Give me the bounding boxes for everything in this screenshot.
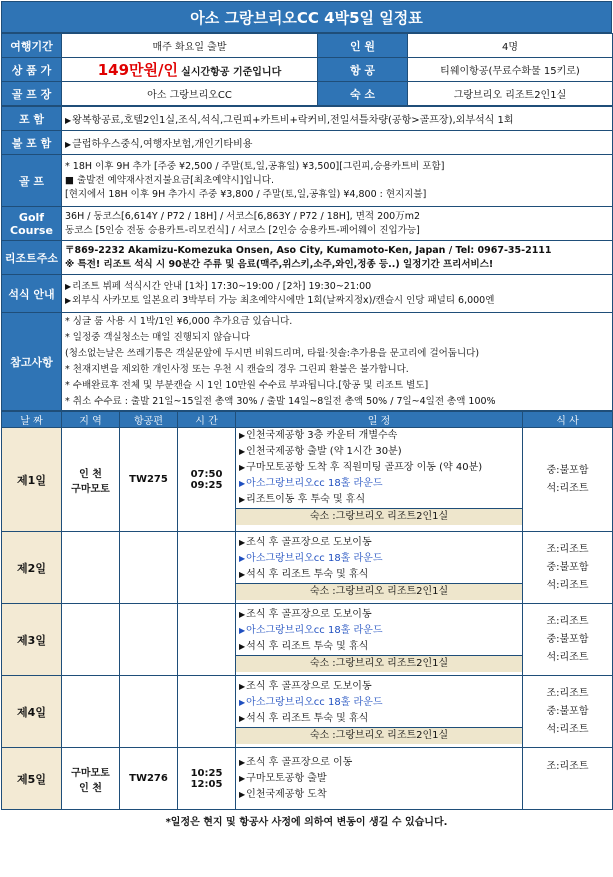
region <box>62 604 120 676</box>
exclude-value: ▶ 클럽하우스중식,여행자보험,개인기타비용 <box>62 131 613 155</box>
flight <box>120 604 178 676</box>
flight: TW276 <box>120 748 178 810</box>
note-line: * 취소 수수료 : 출발 21일~15일전 총액 30% / 출발 14일~8일전 총액 50% / 7일~4일전 총액 100% <box>65 395 496 407</box>
price: 149만원/인 <box>97 61 178 79</box>
day-label: 제1일 <box>2 428 62 532</box>
plan-line-round: ▶ 아소그랑브리오cc 18홀 라운드 <box>236 476 522 492</box>
page-title: 아소 그랑브리오CC 4박5일 일정표 <box>1 1 612 33</box>
accommodation: 숙소 :그랑브리오 리조트2인1실 <box>236 508 522 525</box>
detail-table <box>1 106 613 411</box>
plan-line: ▶ 석식 후 리조트 투숙 및 휴식 <box>236 639 522 655</box>
golf-info <box>62 155 613 207</box>
header-plan: 일 정 <box>236 412 523 428</box>
region <box>62 676 120 748</box>
airline-value: 티웨이항공(무료수화물 15키로) <box>408 58 613 82</box>
plan <box>236 428 523 532</box>
meals: 조:리조트 중:불포함 석:리조트 <box>523 532 613 604</box>
include-label: 포 함 <box>2 107 62 131</box>
plan-line-round: ▶ 아소그랑브리오cc 18홀 라운드 <box>236 623 522 639</box>
itinerary-page <box>1 1 612 828</box>
meals: 중:불포함 석:리조트 <box>523 428 613 532</box>
address-label: 리조트주소 <box>2 241 62 275</box>
note-line: (청소없는날은 쓰레기통은 객실문앞에 두시면 비워드리며, 타월·칫솔:추가용을 문고리에 걸어둡니다) <box>65 347 480 359</box>
hotel-label: 숙 소 <box>318 82 408 106</box>
note-line: * 싱글 룸 사용 시 1박/1인 ¥6,000 추가요금 있습니다. <box>65 315 293 327</box>
plan-line-round: ▶ 아소그랑브리오cc 18홀 라운드 <box>236 695 522 711</box>
plan-line: ▶ 인천국제공항 출발 (약 1시간 30분) <box>236 444 522 460</box>
exclude-label: 불 포 함 <box>2 131 62 155</box>
time: 10:25 12:05 <box>178 748 236 810</box>
accommodation: 숙소 :그랑브리오 리조트2인1실 <box>236 727 522 744</box>
plan-line: ▶ 석식 후 리조트 투숙 및 휴식 <box>236 567 522 583</box>
plan <box>236 532 523 604</box>
notes-info <box>62 313 613 411</box>
price-note: 실시간항공 기준입니다 <box>181 67 282 78</box>
product-label: 상 품 가 <box>2 58 62 82</box>
meals: 조:리조트 중:불포함 석:리조트 <box>523 676 613 748</box>
golf-course-value: 아소 그랑브리오CC <box>62 82 318 106</box>
plan <box>236 604 523 676</box>
note-line: * 수배완료후 전체 및 부분캔슬 시 1인 10만원 수수료 부과됩니다.[항공 및 리조트 별도] <box>65 379 429 391</box>
time: 07:50 09:25 <box>178 428 236 532</box>
schedule-table <box>1 411 613 810</box>
airline-label: 항 공 <box>318 58 408 82</box>
period-label: 여행기간 <box>2 34 62 58</box>
people-label: 인 원 <box>318 34 408 58</box>
plan-line: ▶ 조식 후 골프장으로 도보이동 <box>236 679 522 695</box>
footer-note: *일정은 현지 및 항공사 사정에 의하여 변동이 생길 수 있습니다. <box>165 817 448 828</box>
accommodation: 숙소 :그랑브리오 리조트2인1실 <box>236 655 522 672</box>
plan-line: ▶ 조식 후 골프장으로 도보이동 <box>236 607 522 623</box>
dinner-line: ▶ 리조트 뷔페 석식시간 안내 [1차] 17:30~19:00 / [2차] 19:30~21:00 <box>65 280 609 294</box>
plan <box>236 676 523 748</box>
header-meal: 식 사 <box>523 412 613 428</box>
dinner-info <box>62 275 613 313</box>
info-table <box>1 33 613 106</box>
day-row <box>2 428 613 532</box>
note-line: * 천재지변을 제외한 개인사정 또는 우천 시 캔슬의 경우 그린피 환불은 불가합니다. <box>65 363 409 375</box>
dinner-line: ▶ 외부식 사카모토 일본요리 3박부터 가능 최초예약시에만 1회(날짜지정x)/캔슬시 인당 패널티 6,000엔 <box>65 294 609 308</box>
flight: TW275 <box>120 428 178 532</box>
plan <box>236 748 523 810</box>
plan-line-round: ▶ 아소그랑브리오cc 18홀 라운드 <box>236 551 522 567</box>
time <box>178 676 236 748</box>
address-line: ※ 특전! 리조트 석식 시 90분간 주류 및 음료(맥주,위스키,소주,와인,정종 등..) 일정기간 프리서비스! <box>65 258 494 270</box>
plan-line: ▶ 조식 후 골프장으로 도보이동 <box>236 535 522 551</box>
note-line: * 일정중 객실청소는 매일 진행되지 않습니다 <box>65 331 251 343</box>
flight <box>120 532 178 604</box>
day-row <box>2 604 613 676</box>
region: 구마모토 인 천 <box>62 748 120 810</box>
notes-label: 참고사항 <box>2 313 62 411</box>
day-label: 제5일 <box>2 748 62 810</box>
address-info <box>62 241 613 275</box>
people-value: 4명 <box>408 34 613 58</box>
course-line: 동코스 [5인승 전동 승용카트-리모컨식] / 서코스 [2인승 승용카트-페어웨이 진입가능] <box>65 224 420 236</box>
day-row <box>2 748 613 810</box>
course-label: Golf Course <box>2 207 62 241</box>
region <box>62 532 120 604</box>
time <box>178 604 236 676</box>
plan-line: ▶ 석식 후 리조트 투숙 및 휴식 <box>236 711 522 727</box>
plan-line: ▶ 리조트이동 후 투숙 및 휴식 <box>236 492 522 508</box>
plan-line: ▶ 인천국제공항 3층 카운터 개별수속 <box>236 428 522 444</box>
course-line: 36H / 동코스[6,614Y / P72 / 18H] / 서코스[6,863Y / P72 / 18H], 면적 200万m2 <box>65 210 421 222</box>
plan-line: ▶ 구마모토공항 도착 후 직원미팅 골프장 이동 (약 40분) <box>236 460 522 476</box>
address-line: 〒869-2232 Akamizu-Komezuka Onsen, Aso City, Kumamoto-Ken, Japan / Tel: 0967-35-2111 <box>65 244 552 256</box>
product-value <box>62 58 318 82</box>
flight <box>120 676 178 748</box>
golf-line: ■ 출발전 예약재사전지불요금[최초예약시]입니다. <box>65 174 274 186</box>
day-label: 제4일 <box>2 676 62 748</box>
meals: 조:리조트 <box>523 748 613 810</box>
day-label: 제3일 <box>2 604 62 676</box>
day-label: 제2일 <box>2 532 62 604</box>
period-value: 매주 화요일 출발 <box>62 34 318 58</box>
day-row <box>2 532 613 604</box>
region: 인 천 구마모토 <box>62 428 120 532</box>
header-day: 날 짜 <box>2 412 62 428</box>
plan-line: ▶ 구마모토공항 출발 <box>236 771 522 787</box>
golf-course-label: 골 프 장 <box>2 82 62 106</box>
dinner-label: 석식 안내 <box>2 275 62 313</box>
header-time: 시 간 <box>178 412 236 428</box>
plan-line: ▶ 조식 후 골프장으로 이동 <box>236 755 522 771</box>
include-value: ▶ 왕복항공료,호텔2인1실,조식,석식,그린피+카트비+락커비,전일셔틀차량(공항>골프장),외부석식 1회 <box>62 107 613 131</box>
header-region: 지 역 <box>62 412 120 428</box>
hotel-value: 그랑브리오 리조트2인1실 <box>408 82 613 106</box>
golf-line: [현지에서 18H 이후 9H 추가시 주중 ¥3,800 / 주말(토,일,공휴일) ¥4,800 : 현지지불] <box>65 188 427 200</box>
plan-line: ▶ 인천국제공항 도착 <box>236 787 522 803</box>
header-flight: 항공편 <box>120 412 178 428</box>
day-row <box>2 676 613 748</box>
golf-label: 골 프 <box>2 155 62 207</box>
time <box>178 532 236 604</box>
meals: 조:리조트 중:불포함 석:리조트 <box>523 604 613 676</box>
accommodation: 숙소 :그랑브리오 리조트2인1실 <box>236 583 522 600</box>
course-info <box>62 207 613 241</box>
golf-line: * 18H 이후 9H 추가 [주중 ¥2,500 / 주말(토,일,공휴일) ¥3,500][그린피,승용카트비 포함] <box>65 160 445 172</box>
